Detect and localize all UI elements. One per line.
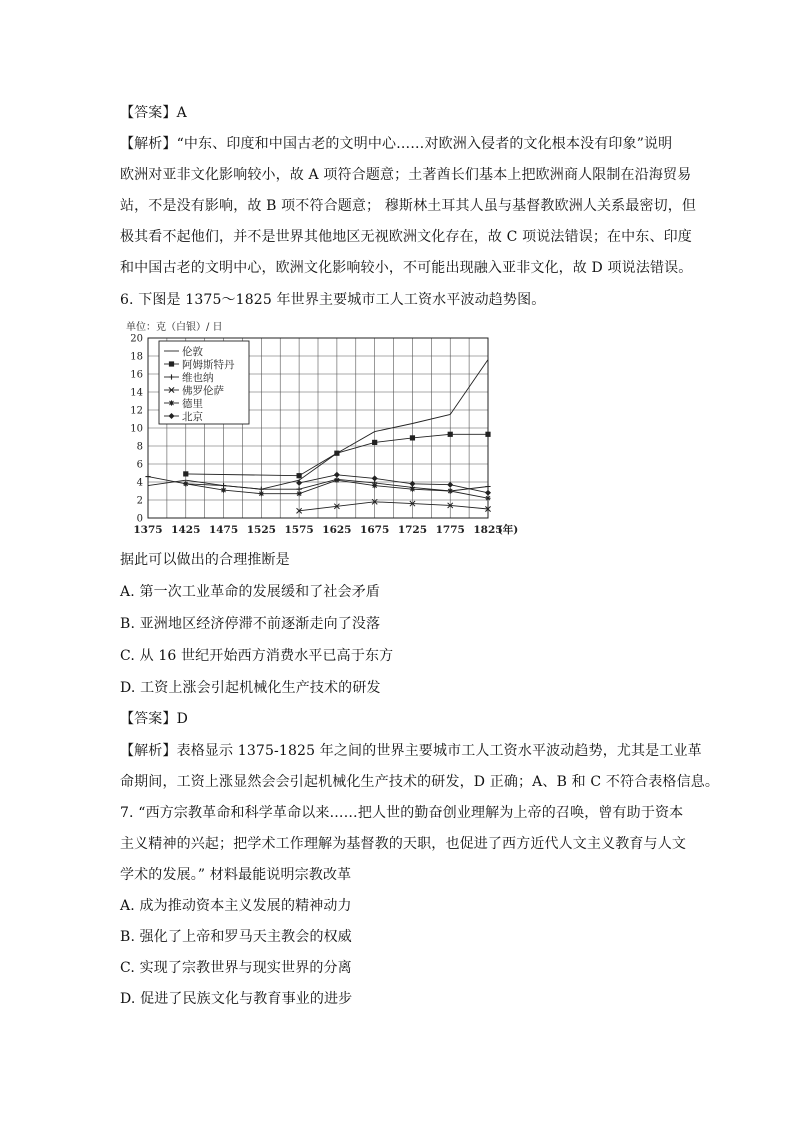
legend-entry: 德里 xyxy=(182,398,203,410)
x-tick-label: 1475 xyxy=(208,524,239,536)
legend-entry: 佛罗伦萨 xyxy=(182,385,224,397)
q5-answer: 【答案】A xyxy=(120,105,187,121)
data-point xyxy=(334,478,339,483)
q7-option-c: C. 实现了宗教世界与现实世界的分离 xyxy=(120,960,352,976)
q5-analysis-line-3: 站，不是没有影响，故 B 项不符合题意； 穆斯林土耳其人虽与基督教欧洲人关系最密切，但 xyxy=(120,198,697,214)
y-tick-label: 6 xyxy=(136,459,143,471)
data-point xyxy=(297,487,302,492)
chart-unit-label: 单位：克（白银）/ 日 xyxy=(126,322,223,333)
q6-analysis-line-1: 【解析】表格显示 1375-1825 年之间的世界主要城市工人工资水平波动趋势，尤其是工业革 xyxy=(120,743,702,759)
x-tick-label: 1525 xyxy=(246,524,276,536)
y-tick-label: 4 xyxy=(136,477,143,489)
legend-entry: 维也纳 xyxy=(182,372,214,384)
data-point xyxy=(485,484,490,489)
y-tick-label: 14 xyxy=(130,387,143,399)
data-point xyxy=(259,487,264,492)
y-tick-label: 8 xyxy=(136,441,143,453)
q6-option-c: C. 从 16 世纪开始西方消费水平已高于东方 xyxy=(120,648,394,664)
data-point xyxy=(145,474,150,479)
data-point xyxy=(410,435,415,440)
y-tick-label: 10 xyxy=(130,423,143,435)
data-point xyxy=(183,471,188,476)
data-point xyxy=(485,490,491,496)
x-tick-label: 1675 xyxy=(360,524,390,536)
q7-stem-line-3: 学术的发展。” 材料最能说明宗教改革 xyxy=(120,867,352,883)
legend-entry: 北京 xyxy=(182,411,203,423)
data-point xyxy=(221,488,226,493)
legend-entry: 伦敦 xyxy=(182,346,203,358)
data-point xyxy=(448,432,453,437)
q6-analysis-line-2: 命期间，工资上涨显然会会引起机械化生产技术的研发，D 正确；A、B 和 C 不符合表格信息。 xyxy=(120,774,720,790)
q5-analysis-line-4: 极其看不起他们，并不是世界其他地区无视欧洲文化存在，故 C 项说法错误；在中东、印度 xyxy=(120,229,692,245)
data-point xyxy=(410,487,415,492)
q7-option-a: A. 成为推动资本主义发展的精神动力 xyxy=(120,898,352,914)
q6-answer: 【答案】D xyxy=(120,711,188,727)
legend-marker xyxy=(169,400,174,405)
x-tick-label: 1375 xyxy=(133,524,163,536)
y-tick-label: 18 xyxy=(130,351,143,363)
legend-marker xyxy=(169,361,174,366)
data-point xyxy=(221,483,226,488)
data-point xyxy=(409,481,415,487)
data-point xyxy=(447,482,453,488)
q6-prompt: 据此可以做出的合理推断是 xyxy=(120,552,290,568)
q5-analysis-line-1: 【解析】“中东、印度和中国古老的文明中心……对欧洲入侵者的文化根本没有印象”说明 xyxy=(120,136,673,152)
data-point xyxy=(297,473,302,478)
data-point xyxy=(372,483,377,488)
q7-stem-line-1: 7. “西方宗教革命和科学革命以来……把人世的勤奋创业理解为上帝的召唤，曾有助于资本 xyxy=(120,805,684,821)
y-tick-label: 0 xyxy=(136,513,143,525)
data-point xyxy=(372,440,377,445)
legend-entry: 阿姆斯特丹 xyxy=(182,359,235,371)
q5-analysis-line-2: 欧洲对亚非文化影响较小，故 A 项符合题意；土著酋长们基本上把欧洲商人限制在沿海贸易 xyxy=(120,167,692,183)
data-point xyxy=(485,496,490,501)
q7-option-d: D. 促进了民族文化与教育事业的进步 xyxy=(120,991,353,1007)
data-point xyxy=(485,432,490,437)
data-point xyxy=(259,491,264,496)
y-tick-label: 12 xyxy=(130,405,143,417)
q5-analysis-line-5: 和中国古老的文明中心，欧洲文化影响较小，不可能出现融入亚非文化，故 D 项说法错误。 xyxy=(120,260,693,276)
q7-stem-line-2: 主义精神的兴起；把学术工作理解为基督教的天职，也促进了西方近代人文主义教育与人文 xyxy=(120,836,686,852)
data-point xyxy=(372,475,378,481)
q7-option-b: B. 强化了上帝和罗马天主教会的权威 xyxy=(120,929,352,945)
chart-legend xyxy=(159,341,249,424)
q6-option-a: A. 第一次工业革命的发展缓和了社会矛盾 xyxy=(120,584,381,600)
q6-option-d: D. 工资上涨会引起机械化生产技术的研发 xyxy=(120,680,381,696)
q6-stem: 6. 下图是 1375～1825 年世界主要城市工人工资水平波动趋势图。 xyxy=(120,292,546,308)
wage-trend-chart xyxy=(116,318,519,540)
x-tick-label: 1625 xyxy=(322,524,352,536)
x-tick-label: 1725 xyxy=(397,524,428,536)
y-tick-label: 16 xyxy=(130,369,143,381)
x-tick-label: 1825 xyxy=(473,524,503,536)
x-axis-label: (年) xyxy=(497,524,519,536)
data-point xyxy=(297,491,302,496)
data-point xyxy=(334,472,340,478)
q6-option-b: B. 亚洲地区经济停滞不前逐渐走向了没落 xyxy=(120,616,381,632)
y-tick-label: 2 xyxy=(136,495,143,507)
x-tick-label: 1425 xyxy=(171,524,201,536)
x-tick-label: 1775 xyxy=(435,524,465,536)
data-point xyxy=(334,451,339,456)
data-point xyxy=(448,488,453,493)
y-tick-label: 20 xyxy=(130,333,143,345)
data-point xyxy=(183,481,188,486)
x-tick-label: 1575 xyxy=(284,524,314,536)
